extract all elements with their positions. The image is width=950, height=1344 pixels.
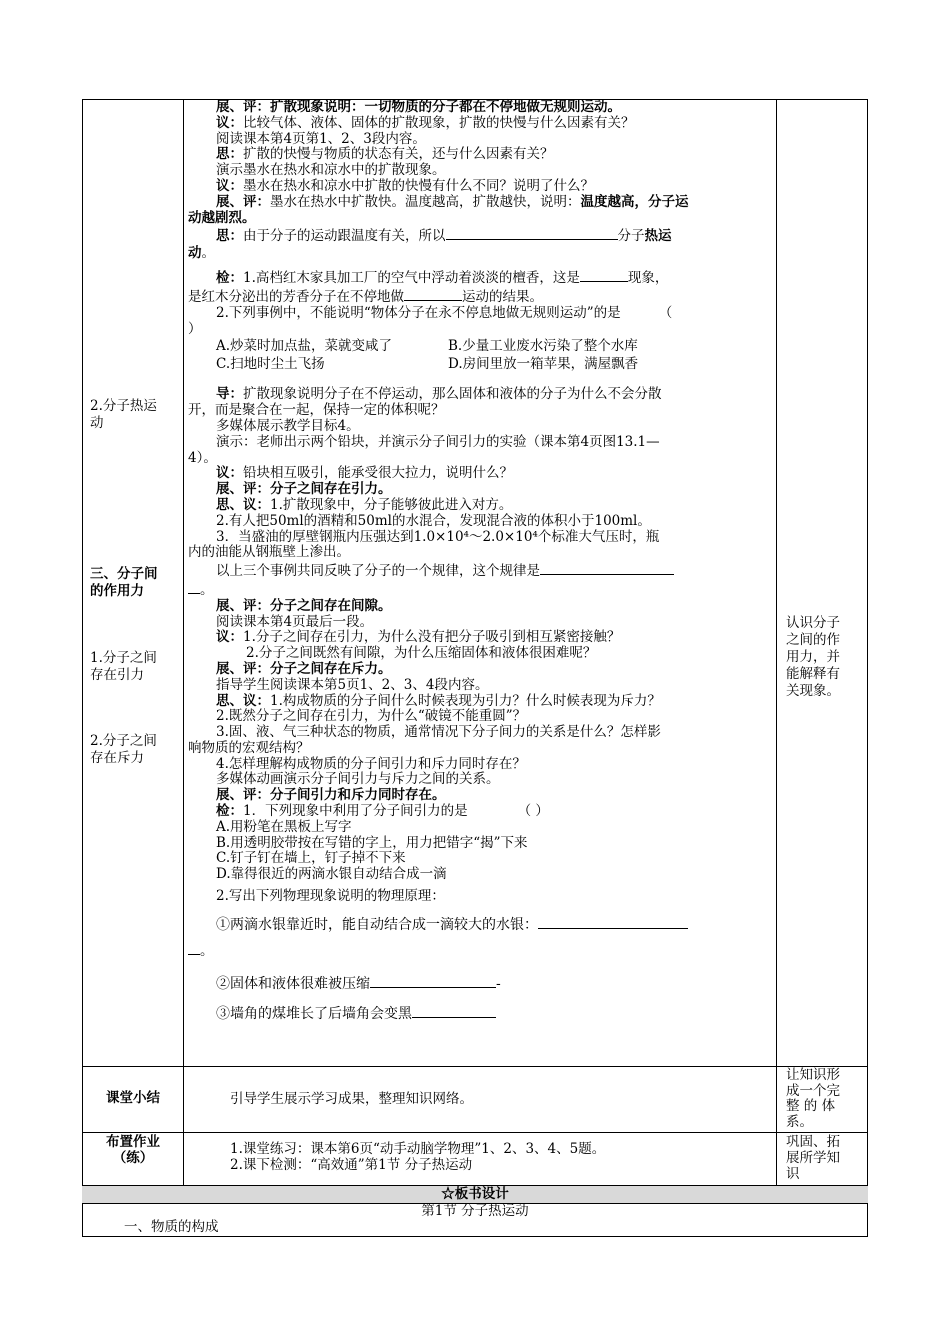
content-line: 3.固、液、气三种状态的物质，通常情况下分子间力的关系是什么？怎样影 [216,724,661,741]
homework-goal: 巩固、拓 展所学知 识 [786,1134,840,1182]
content-line: 展、评：分子之间存在引力。 [216,481,392,498]
blank-line[interactable] [538,915,688,929]
content-line: ②固体和液体很难被压缩 - [216,975,501,992]
blank-line[interactable] [446,226,618,240]
content-line: 展、评：分子之间存在间隙。 [216,597,392,614]
content-line: 思：由于分子的运动跟温度有关，所以 分子热运 [216,228,672,245]
row-divider-summary [82,1066,868,1067]
content-line: 以上三个事例共同反映了分子的一个规律，这个规律是 [188,561,774,580]
content-line: 议：1.分子之间存在引力，为什么没有把分子吸引到相互紧密接触？ [216,629,621,646]
option-row: A.炒菜时加点盐，菜就变咸了 B.少量工业废水污染了整个水库 [216,338,638,355]
content-line: ） [188,320,202,337]
content-line: C.钉子钉在墙上，钉子掉不下来 [216,850,406,867]
content-line: B.用透明胶带按在写错的字上，用力把错字“揭”下来 [216,834,528,851]
content-line: 响物质的宏观结构？ [188,739,310,756]
content-line: 4.怎样理解构成物质的分子间引力和斥力同时存在？ [216,755,526,772]
content-line: 4）。 [188,449,217,466]
content-line: 展、评：墨水在热水中扩散快。温度越高，扩散越快，说明：温度越高，分子运 [216,193,689,210]
content-line: ①两滴水银靠近时，能自动结合成一滴较大的水银： [188,915,774,935]
summary-text: 引导学生展示学习成果，整理知识网络。 [230,1091,473,1107]
content-line: 多媒体展示教学目标4。 [216,417,360,434]
content-line: 展、评：分子间引力和斥力同时存在。 [216,787,446,804]
content-line: 开，而是聚合在一起，保持一定的体积呢？ [188,402,445,419]
content-line: 检：1．下列现象中利用了分子间引力的是 （ ） [216,803,549,820]
homework-label: 布置作业 （练） [106,1134,160,1166]
content-line: 展、评：分子之间存在斥力。 [216,660,392,677]
content-line: 动。 [188,245,215,262]
blank-line[interactable] [580,268,628,282]
option-row: C.扫地时尘土飞扬 D.房间里放一箱苹果，满屋飘香 [216,356,639,373]
section-label-intermolecular-force: 三、分子间 的作用力 [90,566,158,599]
content-line: 内的油能从钢瓶壁上渗出。 [188,544,350,561]
content-line: 2.写出下列物理现象说明的物理原理： [216,888,445,905]
content-line: 演示：老师出示两个铅块，并演示分子间引力的实验（课本第4页图13.1— [216,433,660,450]
content-line: A.用粉笔在黑板上写字 [216,818,352,835]
board-title: ☆板书设计 [441,1186,509,1202]
content-line: 是红木分泌出的芳香分子在不停地做 运动的结果。 [188,288,543,305]
content-line: 议：墨水在热水和凉水中扩散的快慢有什么不同？说明了什么？ [216,177,594,194]
board-subtitle: 第1节 分子热运动 [421,1203,529,1219]
blank-line[interactable] [370,974,496,988]
content-line: 阅读课本第4页最后一段。 [216,613,374,630]
section-label-molecular-motion: 2.分子热运 动 [90,398,157,431]
column-divider-2 [776,99,777,1185]
content-line: 动越剧烈。 [188,209,256,226]
content-line: 导：扩散现象说明分子在不停运动，那么固体和液体的分子为什么不会分散 [216,386,662,403]
blank-line[interactable] [188,580,200,594]
content-line: 多媒体动画演示分子间引力与斥力之间的关系。 [216,771,500,788]
content-line: 思：扩散的快慢与物质的状态有关，还与什么因素有关？ [216,146,554,163]
board-item: 一、物质的构成 [124,1219,219,1235]
homework-items: 1.课堂练习：课本第6页“动手动脑学物理”1、2、3、4、5题。 2.课下检测：“高效通”第1节 分子热运动 [230,1141,606,1173]
content-line: 3．当盛油的厚壁钢瓶内压强达到1.0×10⁴～2.0×10⁴个标准大气压时，瓶 [216,528,660,545]
section-label-attraction: 1.分子之间 存在引力 [90,650,157,683]
content-line: 思、议：1.构成物质的分子间什么时候表现为引力？什么时候表现为斥力？ [216,692,661,709]
content-line: 2.分子之间既然有间隙，为什么压缩固体和液体很困难呢？ [246,645,597,662]
lesson-content [188,100,774,1024]
column-divider-1 [183,99,184,1185]
blank-line[interactable] [540,561,674,575]
content-line: 思、议：1.扩散现象中，分子能够彼此进入对方。 [216,496,513,513]
content-line: 。 [188,941,774,960]
blank-line[interactable] [412,1004,496,1018]
content-line: ③墙角的煤堆长了后墙角会变黑 [188,1004,774,1024]
summary-label: 课堂小结 [106,1090,160,1106]
blank-line[interactable] [404,287,462,301]
learning-goal: 认识分子 之间的作 用力，并 能解释有 关现象。 [786,615,840,699]
content-line: 议：铅块相互吸引，能承受很大拉力，说明什么？ [216,465,513,482]
content-line: 检：1.高档红木家具加工厂的空气中浮动着淡淡的檀香，这是 现象， [216,270,669,287]
section-label-repulsion: 2.分子之间 存在斥力 [90,733,157,766]
content-line: 阅读课本第4页第1、2、3段内容。 [216,130,426,147]
content-line: 展、评：扩散现象说明：一切物质的分子都在不停地做无规则运动。 [216,99,621,115]
row-divider-homework [82,1132,868,1133]
blank-line[interactable] [188,941,200,955]
content-line: 议：比较气体、液体、固体的扩散现象，扩散的快慢与什么因素有关？ [216,114,635,131]
content-line: 2.有人把50ml的酒精和50ml的水混合，发现混合液的体积小于100ml。 [216,512,651,529]
summary-goal: 让知识形 成一个完 整 的 体 系。 [786,1067,840,1130]
content-line: D.靠得很近的两滴水银自动结合成一滴 [216,866,447,883]
content-line: 2.下列事例中，不能说明“物体分子在永不停息地做无规则运动”的是 （ [216,304,673,321]
content-line: 演示墨水在热水和凉水中的扩散现象。 [216,162,446,179]
content-line: 指导学生阅读课本第5页1、2、3、4段内容。 [216,676,489,693]
content-line: 2.既然分子之间存在引力，为什么“破镜不能重圆”？ [216,708,527,725]
table-border-bottom [82,1236,868,1237]
content-line: 。 [188,580,774,599]
